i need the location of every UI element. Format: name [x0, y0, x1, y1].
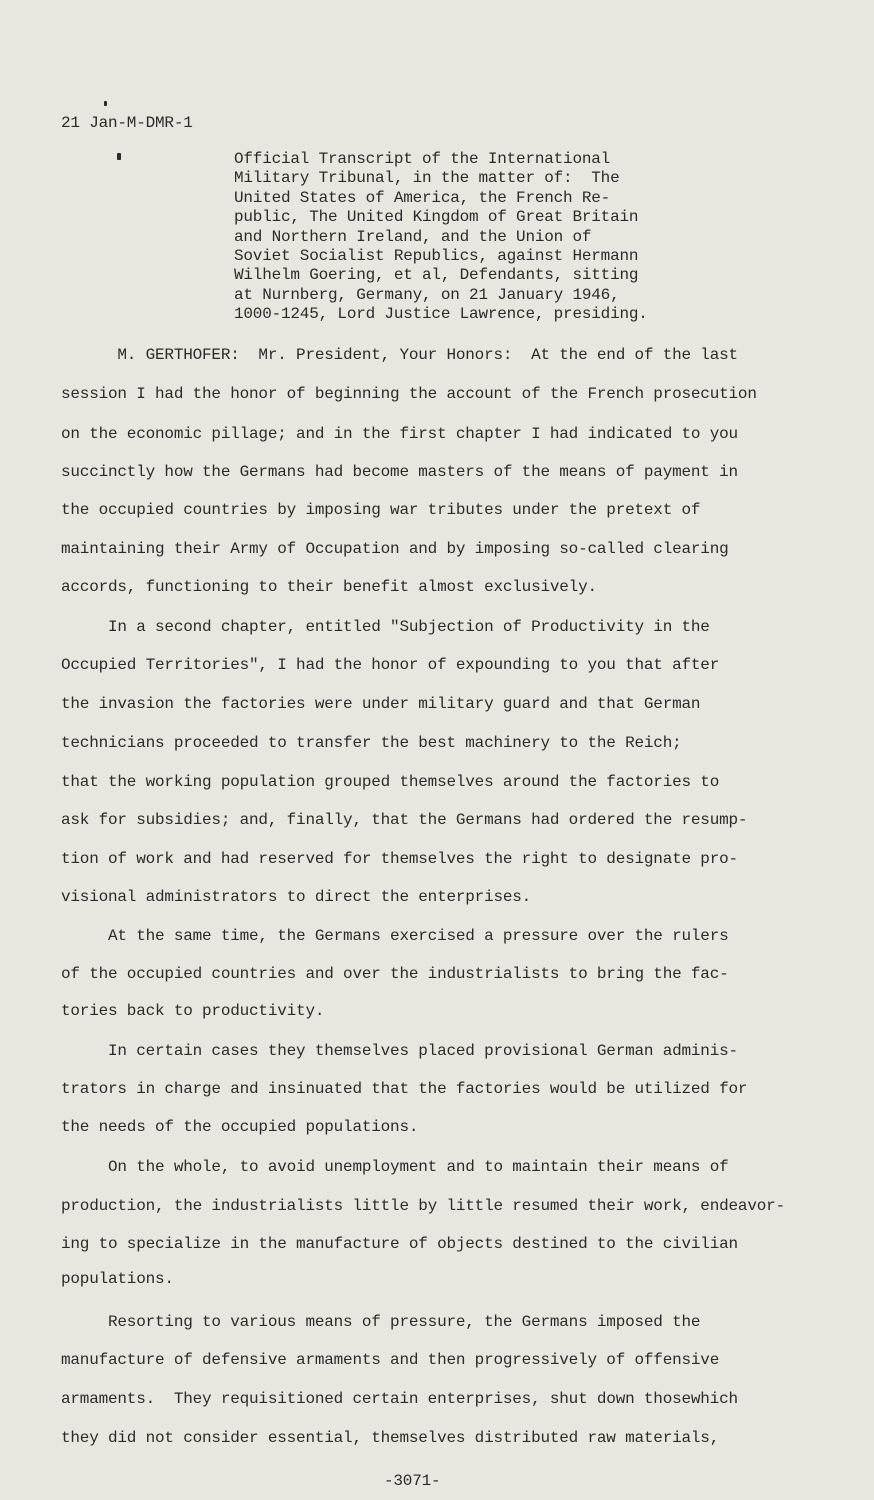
body-line: armaments. They requisitioned certain enterprises, shut down thosewhich	[61, 1390, 738, 1408]
header-line: Wilhelm Goering, et al, Defendants, sitting	[234, 266, 639, 285]
body-line: of the occupied countries and over the industrialists to bring the fac-	[61, 965, 729, 983]
header-line: Military Tribunal, in the matter of: The	[234, 169, 620, 188]
header-line: and Northern Ireland, and the Union of	[234, 227, 592, 246]
body-line: tion of work and had reserved for themselves the right to designate pro-	[61, 850, 738, 868]
body-line: Occupied Territories", I had the honor of expounding to you that after	[61, 656, 720, 674]
body-line: At the same time, the Germans exercised a pressure over the rulers	[61, 927, 729, 945]
body-line: maintaining their Army of Occupation and by imposing so-called clearing	[61, 540, 729, 558]
page-reference: 21 Jan-M-DMR-1	[61, 114, 193, 132]
header-line: Official Transcript of the International	[234, 150, 611, 168]
body-line: the occupied countries by imposing war tributes under the pretext of	[61, 501, 701, 519]
body-line: ing to specialize in the manufacture of objects destined to the civilian	[61, 1235, 738, 1253]
body-line: succinctly how the Germans had become masters of the means of payment in	[61, 463, 738, 481]
body-line: that the working population grouped themselves around the factories to	[61, 773, 720, 791]
ink-mark	[117, 153, 121, 160]
body-line: the needs of the occupied populations.	[61, 1118, 419, 1136]
body-line: manufacture of defensive armaments and then progressively of offensive	[61, 1351, 720, 1369]
body-line: In certain cases they themselves placed provisional German adminis-	[61, 1042, 738, 1060]
body-line: the invasion the factories were under military guard and that German	[61, 695, 701, 713]
ink-mark	[104, 101, 107, 106]
header-line: 1000-1245, Lord Justice Lawrence, presiding.	[234, 305, 648, 324]
body-line: technicians proceeded to transfer the best machinery to the Reich;	[61, 734, 682, 752]
body-line: on the economic pillage; and in the first chapter I had indicated to you	[61, 425, 738, 443]
transcript-header	[234, 150, 674, 325]
page-number: -3071-	[384, 1472, 441, 1490]
body-line: Resorting to various means of pressure, the Germans imposed the	[61, 1313, 701, 1331]
header-line: public, The United Kingdom of Great Britain	[234, 208, 639, 227]
body-line: On the whole, to avoid unemployment and to maintain their means of	[61, 1158, 729, 1176]
body-line: session I had the honor of beginning the account of the French prosecution	[61, 385, 757, 403]
body-line: populations.	[61, 1270, 174, 1288]
body-line: trators in charge and insinuated that the factories would be utilized for	[61, 1080, 748, 1098]
body-line: they did not consider essential, themselves distributed raw materials,	[61, 1429, 720, 1447]
header-line: Soviet Socialist Republics, against Hermann	[234, 247, 639, 266]
body-line: production, the industrialists little by little resumed their work, endeavor-	[61, 1197, 785, 1215]
body-line: accords, functioning to their benefit almost exclusively.	[61, 578, 597, 596]
body-line: tories back to productivity.	[61, 1002, 325, 1020]
body-line: M. GERTHOFER: Mr. President, Your Honors: At the end of the last	[61, 346, 738, 364]
body-line: visional administrators to direct the enterprises.	[61, 888, 532, 906]
header-line: at Nurnberg, Germany, on 21 January 1946,	[234, 285, 620, 304]
body-line: ask for subsidies; and, finally, that the Germans had ordered the resump-	[61, 811, 748, 829]
body-line: In a second chapter, entitled "Subjection of Productivity in the	[61, 618, 710, 636]
header-line: United States of America, the French Re-	[234, 188, 611, 207]
